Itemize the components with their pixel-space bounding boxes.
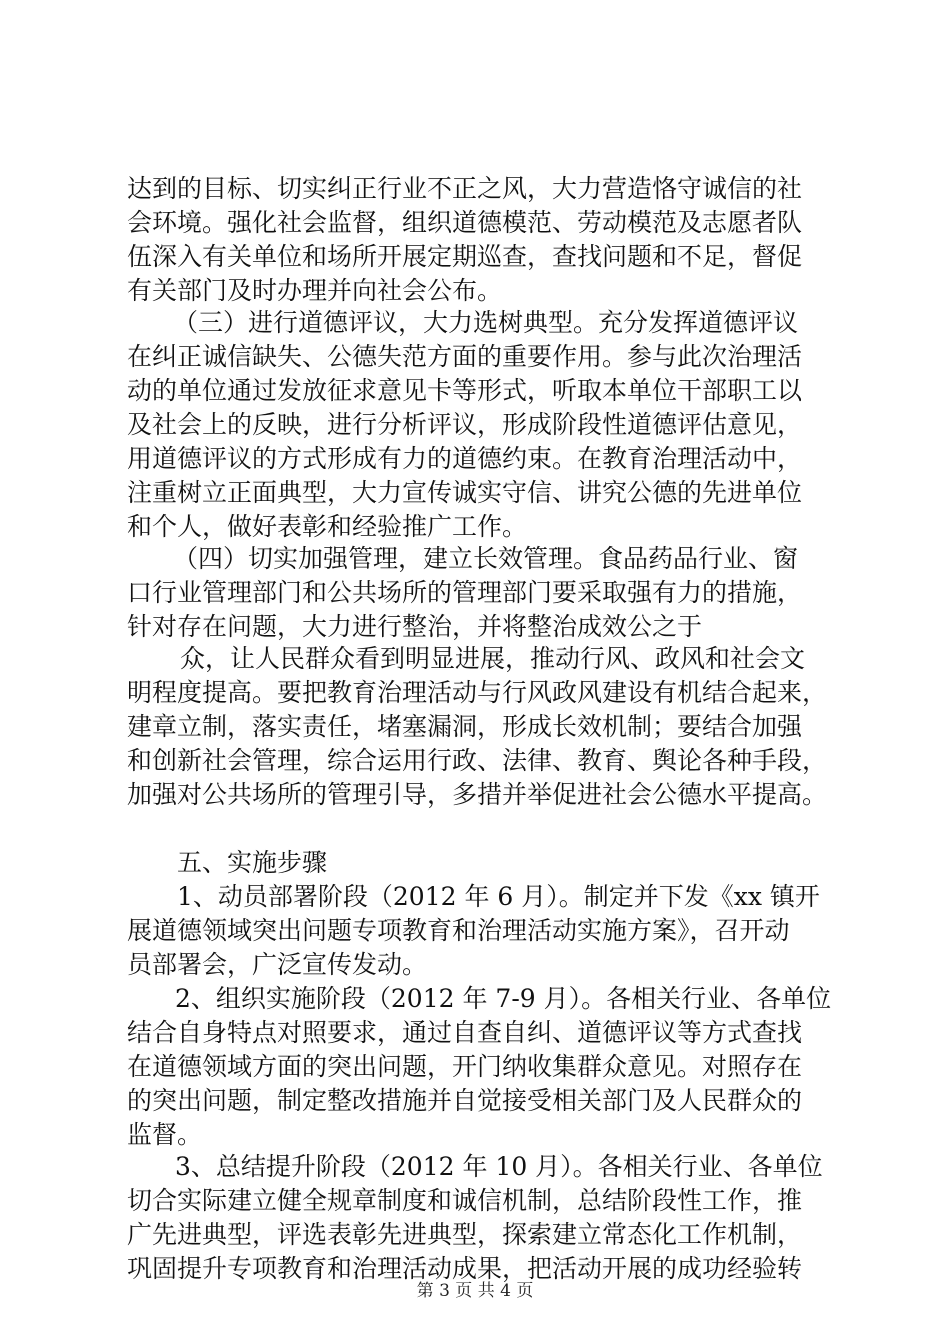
text-line: 有关部门及时办理并向社会公布。 [127, 276, 503, 305]
text-line: 展道德领域突出问题专项教育和治理活动实施方案》，召开动 [127, 916, 790, 945]
text-line: 明程度提高。要把教育治理活动与行风政风建设有机结合起来， [127, 678, 828, 707]
text-line: 加强对公共场所的管理引导，多措并举促进社会公德水平提高。 [127, 780, 828, 809]
text-line: 的突出问题，制定整改措施并自觉接受相关部门及人民群众的 [127, 1086, 803, 1115]
text-line: （三）进行道德评议，大力选树典型。充分发挥道德评议 [173, 308, 799, 337]
text-line: 及社会上的反映，进行分析评议，形成阶段性道德评估意见， [127, 410, 803, 439]
text-line: （四）切实加强管理，建立长效管理。食品药品行业、窗 [173, 544, 799, 573]
page-number-footer: 第 3 页 共 4 页 [416, 1281, 534, 1301]
text-line: 伍深入有关单位和场所开展定期巡查，查找问题和不足，督促 [127, 242, 803, 271]
text-line: 在纠正诚信缺失、公德失范方面的重要作用。参与此次治理活 [127, 342, 803, 371]
text-line: 动的单位通过发放征求意见卡等形式，听取本单位干部职工以 [127, 376, 803, 405]
section-heading: 五、实施步骤 [177, 848, 328, 877]
text-line: 会环境。强化社会监督，组织道德模范、劳动模范及志愿者队 [127, 208, 803, 237]
text-line: 口行业管理部门和公共场所的管理部门要采取强有力的措施， [127, 578, 803, 607]
text-line: 3、总结提升阶段（2012 年 10 月）。各相关行业、各单位 [175, 1152, 823, 1181]
text-line: 和个人，做好表彰和经验推广工作。 [127, 512, 528, 541]
text-line: 员部署会，广泛宣传发动。 [127, 950, 428, 979]
text-line: 建章立制，落实责任，堵塞漏洞，形成长效机制；要结合加强 [127, 712, 803, 741]
text-line: 监督。 [127, 1120, 203, 1149]
text-line: 广先进典型，评选表彰先进典型，探索建立常态化工作机制， [127, 1220, 803, 1249]
text-line: 针对存在问题，大力进行整治，并将整治成效公之于 [127, 612, 703, 641]
text-line: 在道德领域方面的突出问题，开门纳收集群众意见。对照存在 [127, 1052, 803, 1081]
text-line: 达到的目标、切实纠正行业不正之风，大力营造恪守诚信的社 [127, 174, 803, 203]
text-line: 众，让人民群众看到明显进展，推动行风、政风和社会文 [180, 644, 806, 673]
text-line: 结合自身特点对照要求，通过自查自纠、道德评议等方式查找 [127, 1018, 803, 1047]
text-line: 切合实际建立健全规章制度和诚信机制，总结阶段性工作，推 [127, 1186, 803, 1215]
text-line: 巩固提升专项教育和治理活动成果，把活动开展的成功经验转 [127, 1254, 803, 1283]
text-line: 和创新社会管理，综合运用行政、法律、教育、舆论各种手段， [127, 746, 828, 775]
text-line: 2、组织实施阶段（2012 年 7-9 月）。各相关行业、各单位 [175, 984, 832, 1013]
text-line: 注重树立正面典型，大力宣传诚实守信、讲究公德的先进单位 [127, 478, 803, 507]
text-line: 1、动员部署阶段（2012 年 6 月）。制定并下发《xx 镇开 [177, 882, 820, 911]
text-line: 用道德评议的方式形成有力的道德约束。在教育治理活动中， [127, 444, 803, 473]
